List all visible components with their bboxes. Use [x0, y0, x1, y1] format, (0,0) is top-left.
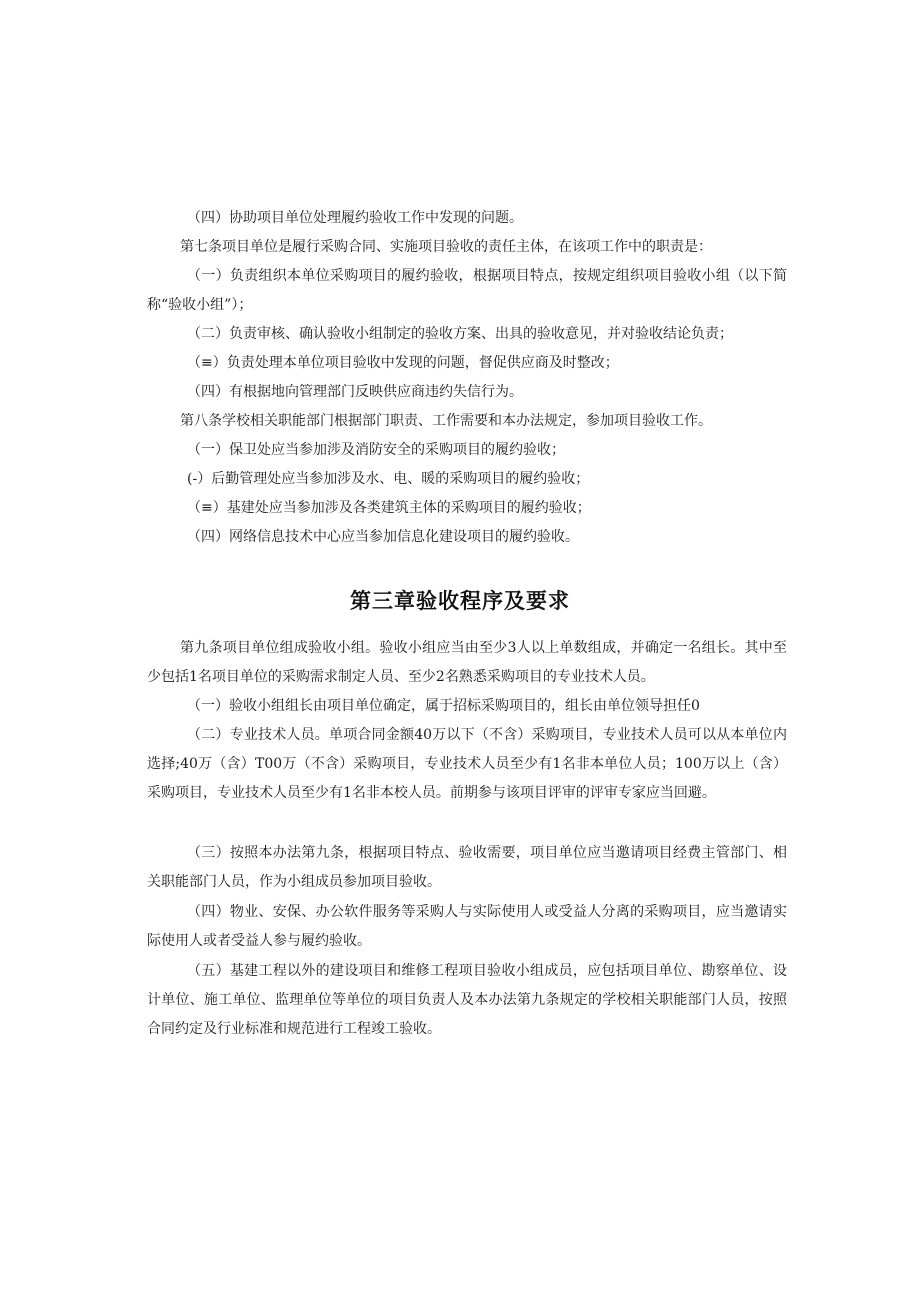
- paragraph-a5: （四）有根据地向管理部门反映供应商违约失信行为。: [187, 384, 523, 400]
- chapter-title: 第三章验收程序及要求: [350, 589, 570, 613]
- paragraph-b0: 第九条项目单位组成验收小组。验收小组应当由至少3人以上单数组成，并确定一名组长。其中至少包括1名项目单位的采购需求制定人员、至少2名熟悉采购项目的专业技术人员。: [147, 640, 787, 685]
- paragraph-a2: （一）负责组织本单位采购项目的履约验收，根据项目特点，按规定组织项目验收小组（以下简称“验收小组”）；: [147, 268, 787, 313]
- paragraph-a9: （≡）基建处应当参加涉及各类建筑主体的采购项目的履约验收；: [187, 500, 591, 516]
- paragraph-a7: （一）保卫处应当参加涉及消防安全的采购项目的履约验收；: [187, 442, 565, 458]
- paragraph-a6: 第八条学校相关职能部门根据部门职责、工作需要和本办法规定，参加项目验收工作。: [180, 413, 712, 429]
- paragraph-b5: （五）基建工程以外的建设项目和维修工程项目验收小组成员，应包括项目单位、勘察单位、设计单位、施工单位、监理单位等单位的项目负责人及本办法第九条规定的学校相关职能部门人员，按照合同约定及行业标准和规范进行工程竣工验收。: [147, 963, 787, 1037]
- paragraph-a8: (-）后勤管理处应当参加涉及水、电、暖的采购项目的履约验收；: [187, 471, 590, 487]
- paragraph-a3: （二）负责审核、确认验收小组制定的验收方案、出具的验收意见，并对验收结论负责；: [187, 326, 733, 342]
- paragraph-a0: （四）协助项目单位处理履约验收工作中发现的问题。: [187, 210, 523, 226]
- paragraph-b1: （一）验收小组组长由项目单位确定，属于招标采购项目的，组长由单位领导担任0: [187, 698, 700, 714]
- paragraph-a4: （≡）负责处理本单位项目验收中发现的问题，督促供应商及时整改；: [187, 355, 619, 371]
- paragraph-b3: （三）按照本办法第九条，根据项目特点、验收需要，项目单位应当邀请项目经费主管部门、相关职能部门人员，作为小组成员参加项目验收。: [147, 845, 787, 890]
- paragraph-a1: 第七条项目单位是履行采购合同、实施项目验收的责任主体，在该项工作中的职责是：: [180, 239, 712, 255]
- paragraph-b2: （二）专业技术人员。单项合同金额40万以下（不含）采购项目，专业技术人员可以从本单位内选择;40万（含）T00万（不含）采购项目，专业技术人员至少有1名非本单位人员；100万以上（含）采购项目，专业技术人员至少有1名非本校人员。前期参与该项目评审的评审专家应当回避。: [147, 727, 787, 801]
- paragraph-b4: （四）物业、安保、办公软件服务等采购人与实际使用人或受益人分离的采购项目，应当邀请实际使用人或者受益人参与履约验收。: [147, 904, 787, 949]
- paragraph-a10: （四）网络信息技术中心应当参加信息化建设项目的履约验收。: [187, 529, 579, 545]
